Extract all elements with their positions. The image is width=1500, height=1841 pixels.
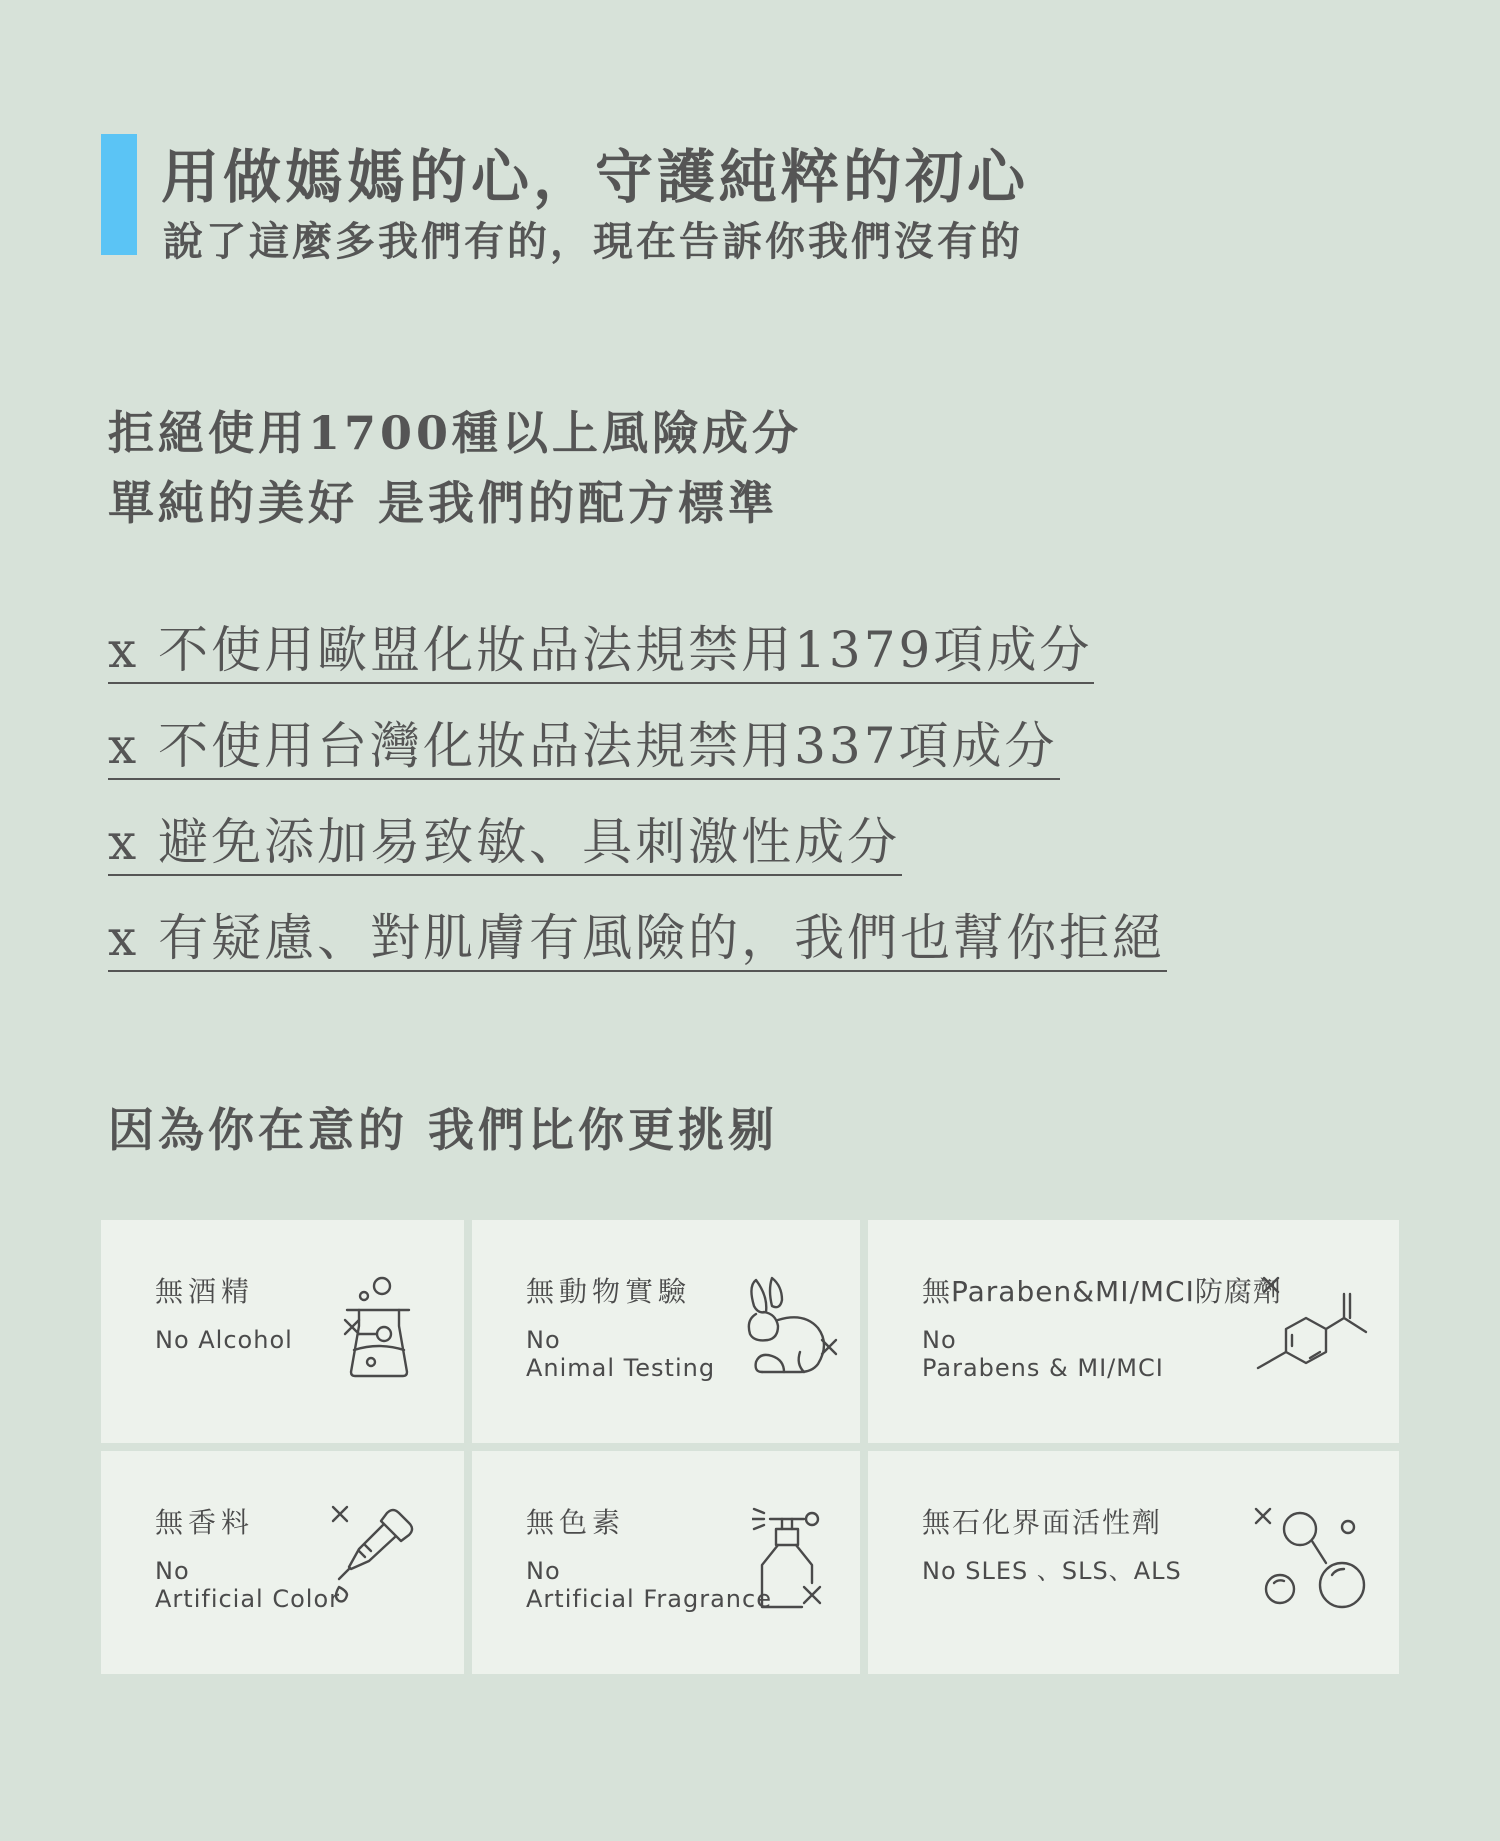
card-title: 無香料	[155, 1506, 255, 1539]
card-subtitle: No Parabens & MI/MCI	[922, 1326, 1164, 1382]
card-subtitle: No Artificial Fragrance	[526, 1557, 772, 1613]
accent-bar	[101, 134, 137, 255]
claims-list	[108, 618, 1167, 1002]
feature-card-no-alcohol	[101, 1220, 464, 1443]
feature-card-no-fragrance	[101, 1451, 464, 1674]
card-title: 無Paraben&MI/MCI防腐劑	[922, 1275, 1282, 1308]
flask-icon	[337, 1272, 427, 1382]
molecule-icon	[1254, 1276, 1370, 1380]
page-subtitle: 說了這麼多我們有的，現在告訴你我們沒有的	[163, 218, 1023, 265]
card-subtitle: No SLES 、SLS、ALS	[922, 1557, 1182, 1585]
feature-card-no-parabens	[868, 1220, 1399, 1443]
intro-line: 拒絕使用1700種以上風險成分	[108, 406, 803, 460]
claim-item: x 不使用歐盟化妝品法規禁用1379項成分	[108, 618, 1094, 684]
intro-statement	[108, 398, 802, 538]
rabbit-icon	[744, 1276, 840, 1384]
card-subtitle: No Animal Testing	[526, 1326, 716, 1382]
claim-item: x 避免添加易致敏、具刺激性成分	[108, 810, 902, 876]
feature-card-no-surfactants	[868, 1451, 1399, 1674]
intro-line: 單純的美好 是我們的配方標準	[108, 476, 779, 530]
card-title: 無酒精	[155, 1275, 255, 1308]
card-title: 無石化界面活性劑	[922, 1506, 1163, 1539]
spray-bottle-icon	[752, 1503, 832, 1615]
section-title: 因為你在意的 我們比你更挑剔	[108, 1103, 779, 1157]
dropper-icon	[329, 1505, 419, 1615]
claim-item: x 有疑慮、對肌膚有風險的，我們也幫你拒絕	[108, 906, 1167, 972]
card-title: 無色素	[526, 1506, 626, 1539]
card-title: 無動物實驗	[526, 1275, 692, 1308]
card-subtitle: No Artificial Color	[155, 1557, 341, 1613]
page-title: 用做媽媽的心，守護純粹的初心	[161, 143, 1030, 211]
card-subtitle: No Alcohol	[155, 1326, 293, 1354]
claim-item: x 不使用台灣化妝品法規禁用337項成分	[108, 714, 1060, 780]
bubbles-icon	[1252, 1505, 1370, 1617]
feature-card-no-colorants	[472, 1451, 860, 1674]
feature-card-no-animal-testing	[472, 1220, 860, 1443]
